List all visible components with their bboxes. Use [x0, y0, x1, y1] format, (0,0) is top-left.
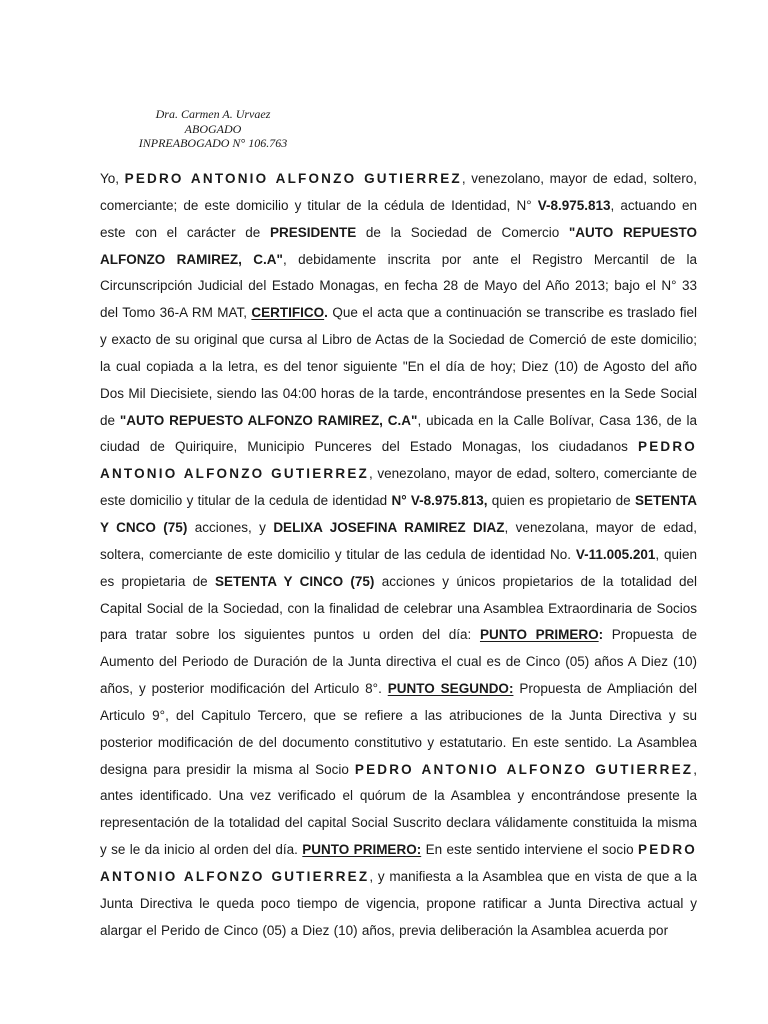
text-run: , venezolano, mayor de edad, soltero, comerciante de este domicilio y titular de la cedula de identidad	[100, 466, 697, 509]
role-title: PRESIDENTE	[269, 224, 357, 240]
text-run: , y manifiesta a la Asamblea que en vista de que a la Junta Directiva le queda poco tiempo de vigencia, propone ratificar a Junta Directiva actual y alargar el Perido de Cinco (05) a Diez (10) años, previa deliberación la Asamblea acuerda por	[100, 868, 697, 938]
text-run: , antes identificado. Una vez verificado el quórum de la Asamblea y encontrándose presente la representación de la totalidad del capital Social Suscrito declara válidamente constituida la misma y se le da inicio al orden del día.	[100, 761, 697, 858]
text-run: , venezolano, mayor de edad, soltero, comerciante; de este domicilio y titular de la cédula de Identidad, N°	[100, 171, 697, 213]
text-run: , actuando en este con el carácter de	[100, 197, 697, 240]
text-run: acciones, y	[187, 519, 274, 535]
certificate-body	[100, 166, 697, 944]
text-run: quien es propietario de	[487, 493, 635, 509]
text-run: acciones y únicos propietarios de la totalidad del Capital Social de la Sociedad, con la finalidad de celebrar una Asamblea Extraordinaria de Socios para tratar sobre los siguientes puntos u orden del día:	[100, 573, 697, 643]
text-run: , debidamente inscrita por ante el Registro Mercantil de la Circunscripción Judicial del Estado Monagas, en fecha 28 de Mayo del Año 2013; bajo el N° 33 del Tomo 36-A RM MAT,	[100, 251, 698, 321]
id-number: V-11.005.201	[575, 546, 656, 562]
text-run: Que el acta que a continuación se transcribe es traslado fiel y exacto de su original que cursa al Libro de Actas de la Sociedad de Comerció de este domicilio; la cual copiada a la letra, es del tenor siguiente "En el día de hoy; Diez (10) de Agosto del año Dos Mil Diecisiete, siendo las 04:00 horas de la tarde, encontrándose presentes en la Sede Social de	[100, 305, 697, 428]
punto-segundo-heading: PUNTO SEGUNDO:	[387, 681, 514, 697]
text-run: :	[598, 627, 604, 643]
text-run: , ubicada en la Calle Bolívar, Casa 136, de la ciudad de Quiriquire, Municipio Punceres del Estado Monagas, los ciudadanos	[100, 412, 698, 455]
text-run: Propuesta de Aumento del Periodo de Duración de la Junta directiva el cual es de Cinco (05) años A Diez (10) años, y posterior modificación del Articulo 8°.	[100, 627, 697, 697]
id-number: V-8.975.813	[537, 197, 611, 213]
person-name: PEDRO ANTONIO ALFONZO GUTIERREZ	[100, 439, 697, 482]
text-run: Propuesta de Ampliación del Articulo 9°, del Capitulo Tercero, que se refiere a las atribuciones de la Junta Directiva y su posterior modificación de del documento constitutivo y estatutario. En este sentido. La Asamblea designa para presidir la misma al Socio	[100, 681, 697, 777]
person-name: PEDRO ANTONIO ALFONZO GUTIERREZ	[124, 171, 462, 186]
share-count: SETENTA Y CINCO (75)	[214, 573, 375, 589]
punto-primero-heading: PUNTO PRIMERO:	[302, 842, 422, 858]
person-name: PEDRO ANTONIO ALFONZO GUTIERREZ	[100, 842, 697, 884]
letterhead	[128, 107, 298, 151]
text-run: En este sentido interviene el socio	[421, 842, 638, 858]
text-run: Yo,	[100, 171, 125, 186]
id-number: N° V-8.975.813,	[391, 493, 488, 509]
text-run: .	[324, 305, 328, 321]
company-name: "AUTO REPUESTO ALFONZO RAMIREZ, C.A"	[100, 224, 697, 267]
lawyer-registration: INPREABOGADO N° 106.763	[138, 136, 288, 150]
person-name: PEDRO ANTONIO ALFONZO GUTIERREZ	[354, 761, 694, 777]
share-count: SETENTA Y CNCO (75)	[100, 493, 697, 535]
text-run: , venezolana, mayor de edad, soltera, comerciante de este domicilio y titular de las cedula de identidad No.	[100, 519, 697, 562]
punto-primero-heading: PUNTO PRIMERO	[479, 627, 599, 643]
company-name: "AUTO REPUESTO ALFONZO RAMIREZ, C.A"	[119, 412, 418, 428]
text-run: , quien es propietaria de	[100, 546, 697, 589]
lawyer-title: ABOGADO	[184, 121, 242, 136]
lawyer-name: Dra. Carmen A. Urvaez	[155, 107, 271, 121]
text-run: de la Sociedad de Comercio	[356, 224, 569, 240]
certifico-heading: CERTIFICO	[251, 305, 325, 321]
person-name: DELIXA JOSEFINA RAMIREZ DIAZ	[273, 519, 505, 535]
